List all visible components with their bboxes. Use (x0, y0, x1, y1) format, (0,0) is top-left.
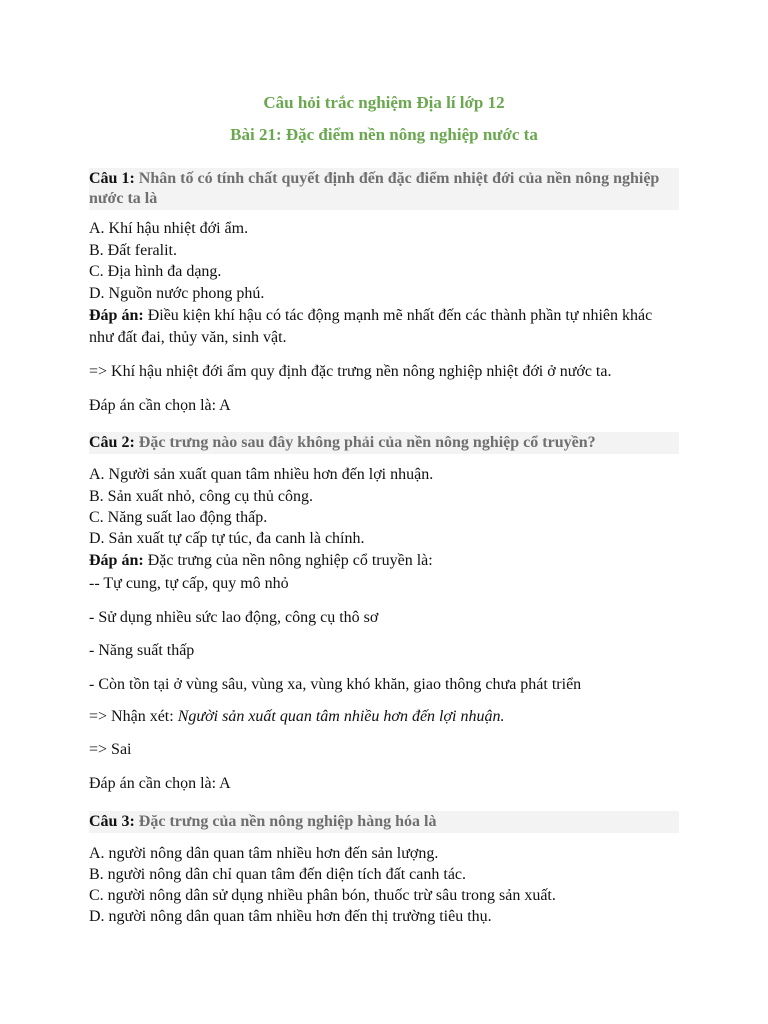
option-b: B. Sản xuất nhỏ, công cụ thủ công. (89, 488, 313, 505)
option-b: B. Đất feralit. (89, 242, 177, 259)
question-3-header (89, 811, 679, 833)
question-number: Câu 3: (89, 813, 135, 830)
answer-point: - Còn tồn tại ở vùng sâu, vùng xa, vùng khó khăn, giao thông chưa phát triển (89, 676, 582, 693)
answer-point: -- Tự cung, tự cấp, quy mô nhỏ (89, 575, 289, 592)
conclusion: => Khí hậu nhiệt đới ẩm quy định đặc trưng nền nông nghiệp nhiệt đới ở nước ta. (89, 363, 612, 380)
remark-label: => Nhận xét: (89, 708, 174, 725)
answer-text: Đặc trưng của nền nông nghiệp cổ truyền là: (147, 552, 433, 569)
verdict: => Sai (89, 741, 132, 758)
answer-explanation (89, 305, 679, 349)
document-subtitle: Bài 21: Đặc điểm nền nông nghiệp nước ta (230, 125, 538, 144)
option-c: C. Năng suất lao động thấp. (89, 509, 268, 526)
question-number: Câu 2: (89, 434, 135, 451)
option-d: D. người nông dân quan tâm nhiều hơn đến thị trường tiêu thụ. (89, 908, 492, 925)
answer-label: Đáp án: (89, 552, 144, 569)
answer-point: - Sử dụng nhiều sức lao động, công cụ thô sơ (89, 609, 379, 626)
chosen-answer: Đáp án cần chọn là: A (89, 397, 231, 414)
question-number: Câu 1: (89, 170, 135, 187)
option-a: A. người nông dân quan tâm nhiều hơn đến sản lượng. (89, 845, 439, 862)
question-text: Đặc trưng của nền nông nghiệp hàng hóa là (138, 813, 437, 830)
answer-text: Điều kiện khí hậu có tác động mạnh mẽ nhất đến các thành phần tự nhiên khác như đất đai, thủy văn, sinh vật. (89, 307, 653, 346)
option-d: D. Sản xuất tự cấp tự túc, đa canh là chính. (89, 530, 365, 547)
option-c: C. người nông dân sử dụng nhiều phân bón, thuốc trừ sâu trong sản xuất. (89, 887, 556, 904)
option-c: C. Địa hình đa dạng. (89, 263, 222, 280)
question-1-header (89, 168, 679, 210)
option-a: A. Khí hậu nhiệt đới ẩm. (89, 220, 249, 237)
option-b: B. người nông dân chỉ quan tâm đến diện tích đất canh tác. (89, 866, 467, 883)
document-title: Câu hỏi trắc nghiệm Địa lí lớp 12 (263, 93, 505, 112)
answer-point: - Năng suất thấp (89, 642, 195, 659)
answer-label: Đáp án: (89, 307, 144, 324)
chosen-answer: Đáp án cần chọn là: A (89, 775, 231, 792)
remark (89, 706, 689, 728)
option-d: D. Nguồn nước phong phú. (89, 285, 265, 302)
question-text: Đặc trưng nào sau đây không phải của nền nông nghiệp cổ truyền? (138, 434, 596, 451)
answer-explanation (89, 550, 689, 572)
question-text: Nhân tố có tính chất quyết định đến đặc điểm nhiệt đới của nền nông nghiệp nước ta là (89, 170, 660, 207)
option-a: A. Người sản xuất quan tâm nhiều hơn đến lợi nhuận. (89, 466, 434, 483)
remark-text: Người sản xuất quan tâm nhiều hơn đến lợi nhuận. (177, 708, 505, 725)
question-2-header (89, 432, 679, 454)
